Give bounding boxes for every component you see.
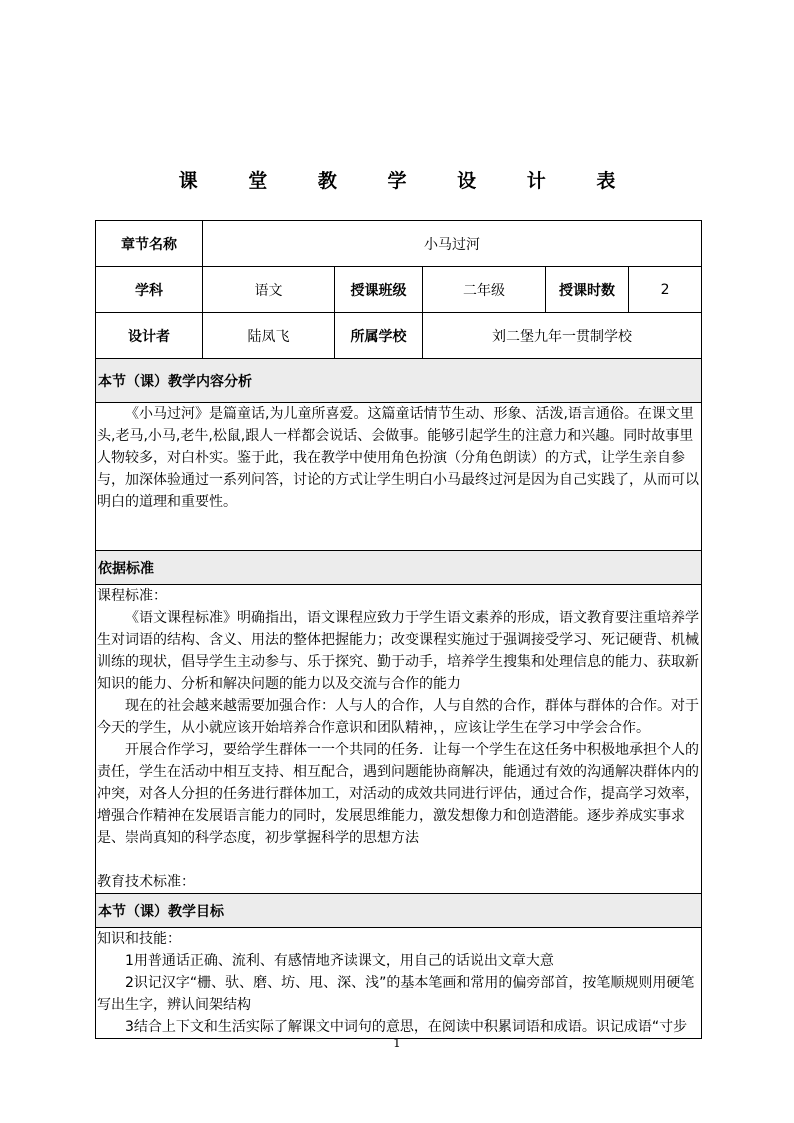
goal-item-3: 3结合上下文和生活实际了解课文中词句的意思，在阅读中积累词语和成语。识记成语“寸步 [125, 1019, 688, 1035]
curriculum-standard-label: 课程标准： [97, 588, 167, 604]
lesson-design-table [95, 220, 702, 1039]
analysis-heading: 本节（课）教学内容分析 [96, 359, 702, 403]
standards-paragraph-2: 现在的社会越来越需要加强合作：人与人的合作，人与自然的合作，群体与群体的合作。对于今天的学生，从小就应该开始培养合作意识和团队精神，，应该让学生在学习中学会合作。 [97, 698, 699, 736]
school-label: 所属学校 [335, 313, 423, 359]
page-number: 1 [393, 1036, 401, 1050]
school-value: 刘二堡九年一贯制学校 [423, 313, 702, 359]
class-value: 二年级 [423, 267, 546, 313]
chapter-label: 章节名称 [96, 221, 203, 267]
class-label: 授课班级 [335, 267, 423, 313]
knowledge-skills-label: 知识和技能： [97, 931, 181, 947]
goal-item-1: 1用普通话正确、流利、有感情地齐读课文，用自己的话说出文章大意 [125, 953, 554, 969]
hours-value: 2 [629, 267, 702, 313]
goals-body [96, 928, 702, 1039]
page-title: 课 堂 教 学 设 计 表 [178, 170, 638, 192]
subject-value: 语文 [203, 267, 335, 313]
designer-value: 陆凤飞 [203, 313, 335, 359]
standards-heading: 依据标准 [96, 551, 702, 585]
subject-label: 学科 [96, 267, 203, 313]
tech-standard-label: 教育技术标准： [97, 874, 195, 890]
designer-label: 设计者 [96, 313, 203, 359]
standards-paragraph-3: 开展合作学习，要给学生群体一一个共同的任务．让每一个学生在这任务中积极地承担个人的责任，学生在活动中相互支持、相互配合，遇到问题能协商解决，能通过有效的沟通解决群体内的冲突，对各人分担的任务进行群体加工，对活动的成效共同进行评估，通过合作，提高学习效率，增强合作精神在发展语言能力的同时，发展思维能力，激发想像力和创造潜能。逐步养成实事求是、崇尚真知的科学态度，初步掌握科学的思想方法 [97, 742, 699, 846]
standards-paragraph-1: 《语文课程标准》明确指出，语文课程应致力于学生语文素养的形成，语文教育要注重培养学生对词语的结构、含义、用法的整体把握能力；改变课程实施过于强调接受学习、死记硬背、机械训练的现状，倡导学生主动参与、乐于探究、勤于动手，培养学生搜集和处理信息的能力、获取新知识的能力、分析和解决问题的能力以及交流与合作的能力 [97, 610, 699, 692]
chapter-value: 小马过河 [203, 221, 702, 267]
hours-label: 授课时数 [546, 267, 629, 313]
analysis-text: 《小马过河》是篇童话,为儿童所喜爱。这篇童话情节生动、形象、活泼,语言通俗。在课文里头,老马,小马,老牛,松鼠,跟人一样都会说话、会做事。能够引起学生的注意力和兴趣。同时故事里人物较多，对白朴实。鉴于此，我在教学中使用角色扮演（分角色朗读）的方式，让学生亲自参与，加深体验通过一系列问答，讨论的方式让学生明白小马最终过河是因为自己实践了，从而可以明白的道理和重要性。 [97, 406, 699, 510]
goals-heading: 本节（课）教学目标 [96, 894, 702, 928]
goal-item-2: 2识记汉字“栅、驮、磨、坊、甩、深、浅”的基本笔画和常用的偏旁部首，按笔顺规则用硬笔写出生字，辨认间架结构 [97, 975, 695, 1013]
analysis-body [96, 403, 702, 551]
standards-body [96, 585, 702, 894]
